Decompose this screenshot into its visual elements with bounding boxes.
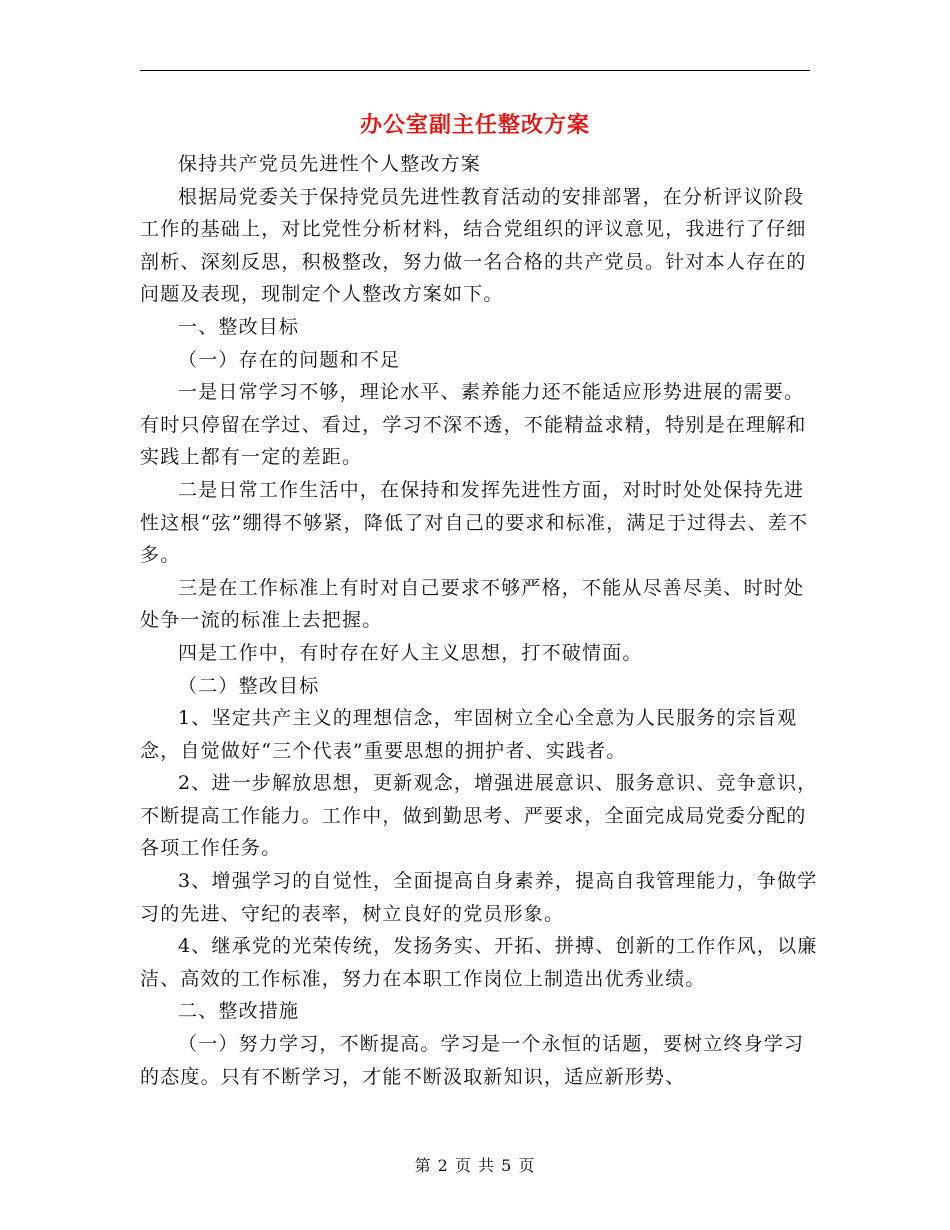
paragraph-problem-1: 一是日常学习不够，理论水平、素养能力还不能适应形势进展的需要。有时只停留在学过、看过，学习不深不透，不能精益求精，特别是在理解和实践上都有一定的差距。 (140, 381, 807, 469)
paragraph-problem-2: 二是日常工作生活中，在保持和发挥先进性方面，对时时处处保持先进性这根“弦”绷得不够紧，降低了对自己的要求和标准，满足于过得去、差不多。 (140, 478, 809, 567)
heading-subsection-1-1: （一）存在的问题和不足 (178, 348, 401, 371)
heading-section-1: 一、整改目标 (178, 315, 300, 338)
document-body (140, 148, 820, 1093)
paragraph-problem-3: 三是在工作标准上有时对自己要求不够严格，不能从尽善尽美、时时处处争一流的标准上去把握。 (140, 576, 805, 632)
paragraph-intro: 根据局党委关于保持党员先进性教育活动的安排部署，在分析评议阶段工作的基础上，对比党性分析材料，结合党组织的评议意见，我进行了仔细剖析、深刻反思，积极整改，努力做一名合格的共产党员。针对本人存在的问题及表现，现制定个人整改方案如下。 (140, 185, 807, 306)
heading-section-2: 二、整改措施 (178, 1000, 300, 1023)
paragraph-subtitle: 保持共产党员先进性个人整改方案 (178, 153, 482, 175)
header-rule (140, 70, 810, 71)
paragraph-measure-1: （一）努力学习，不断提高。学习是一个永恒的话题，要树立终身学习的态度。只有不断学习，才能不断汲取新知识，适应新形势、 (140, 1033, 805, 1088)
page-title: 办公室副主任整改方案 (359, 112, 590, 138)
page-number-footer: 第 2 页 共 5 页 (414, 1156, 536, 1175)
paragraph-goal-3: 3、增强学习的自觉性，全面提高自身素养，提高自我管理能力，争做学习的先进、守纪的表率，树立良好的党员形象。 (140, 870, 818, 925)
paragraph-problem-4: 四是工作中，有时存在好人主义思想，打不破情面。 (178, 641, 643, 664)
paragraph-goal-1: 1、坚定共产主义的理想信念，牢固树立全心全意为人民服务的宗旨观念，自觉做好“三个代表”重要思想的拥护者、实践者。 (140, 707, 798, 762)
heading-subsection-1-2: （二）整改目标 (178, 674, 320, 697)
paragraph-goal-2: 2、进一步解放思想，更新观念，增强进展意识、服务意识、竞争意识，不断提高工作能力。工作中，做到勤思考、严要求，全面完成局党委分配的各项工作任务。 (140, 772, 818, 860)
paragraph-goal-4: 4、继承党的光荣传统，发扬务实、开拓、拼搏、创新的工作作风，以廉洁、高效的工作标准，努力在本职工作岗位上制造出优秀业绩。 (140, 935, 818, 990)
